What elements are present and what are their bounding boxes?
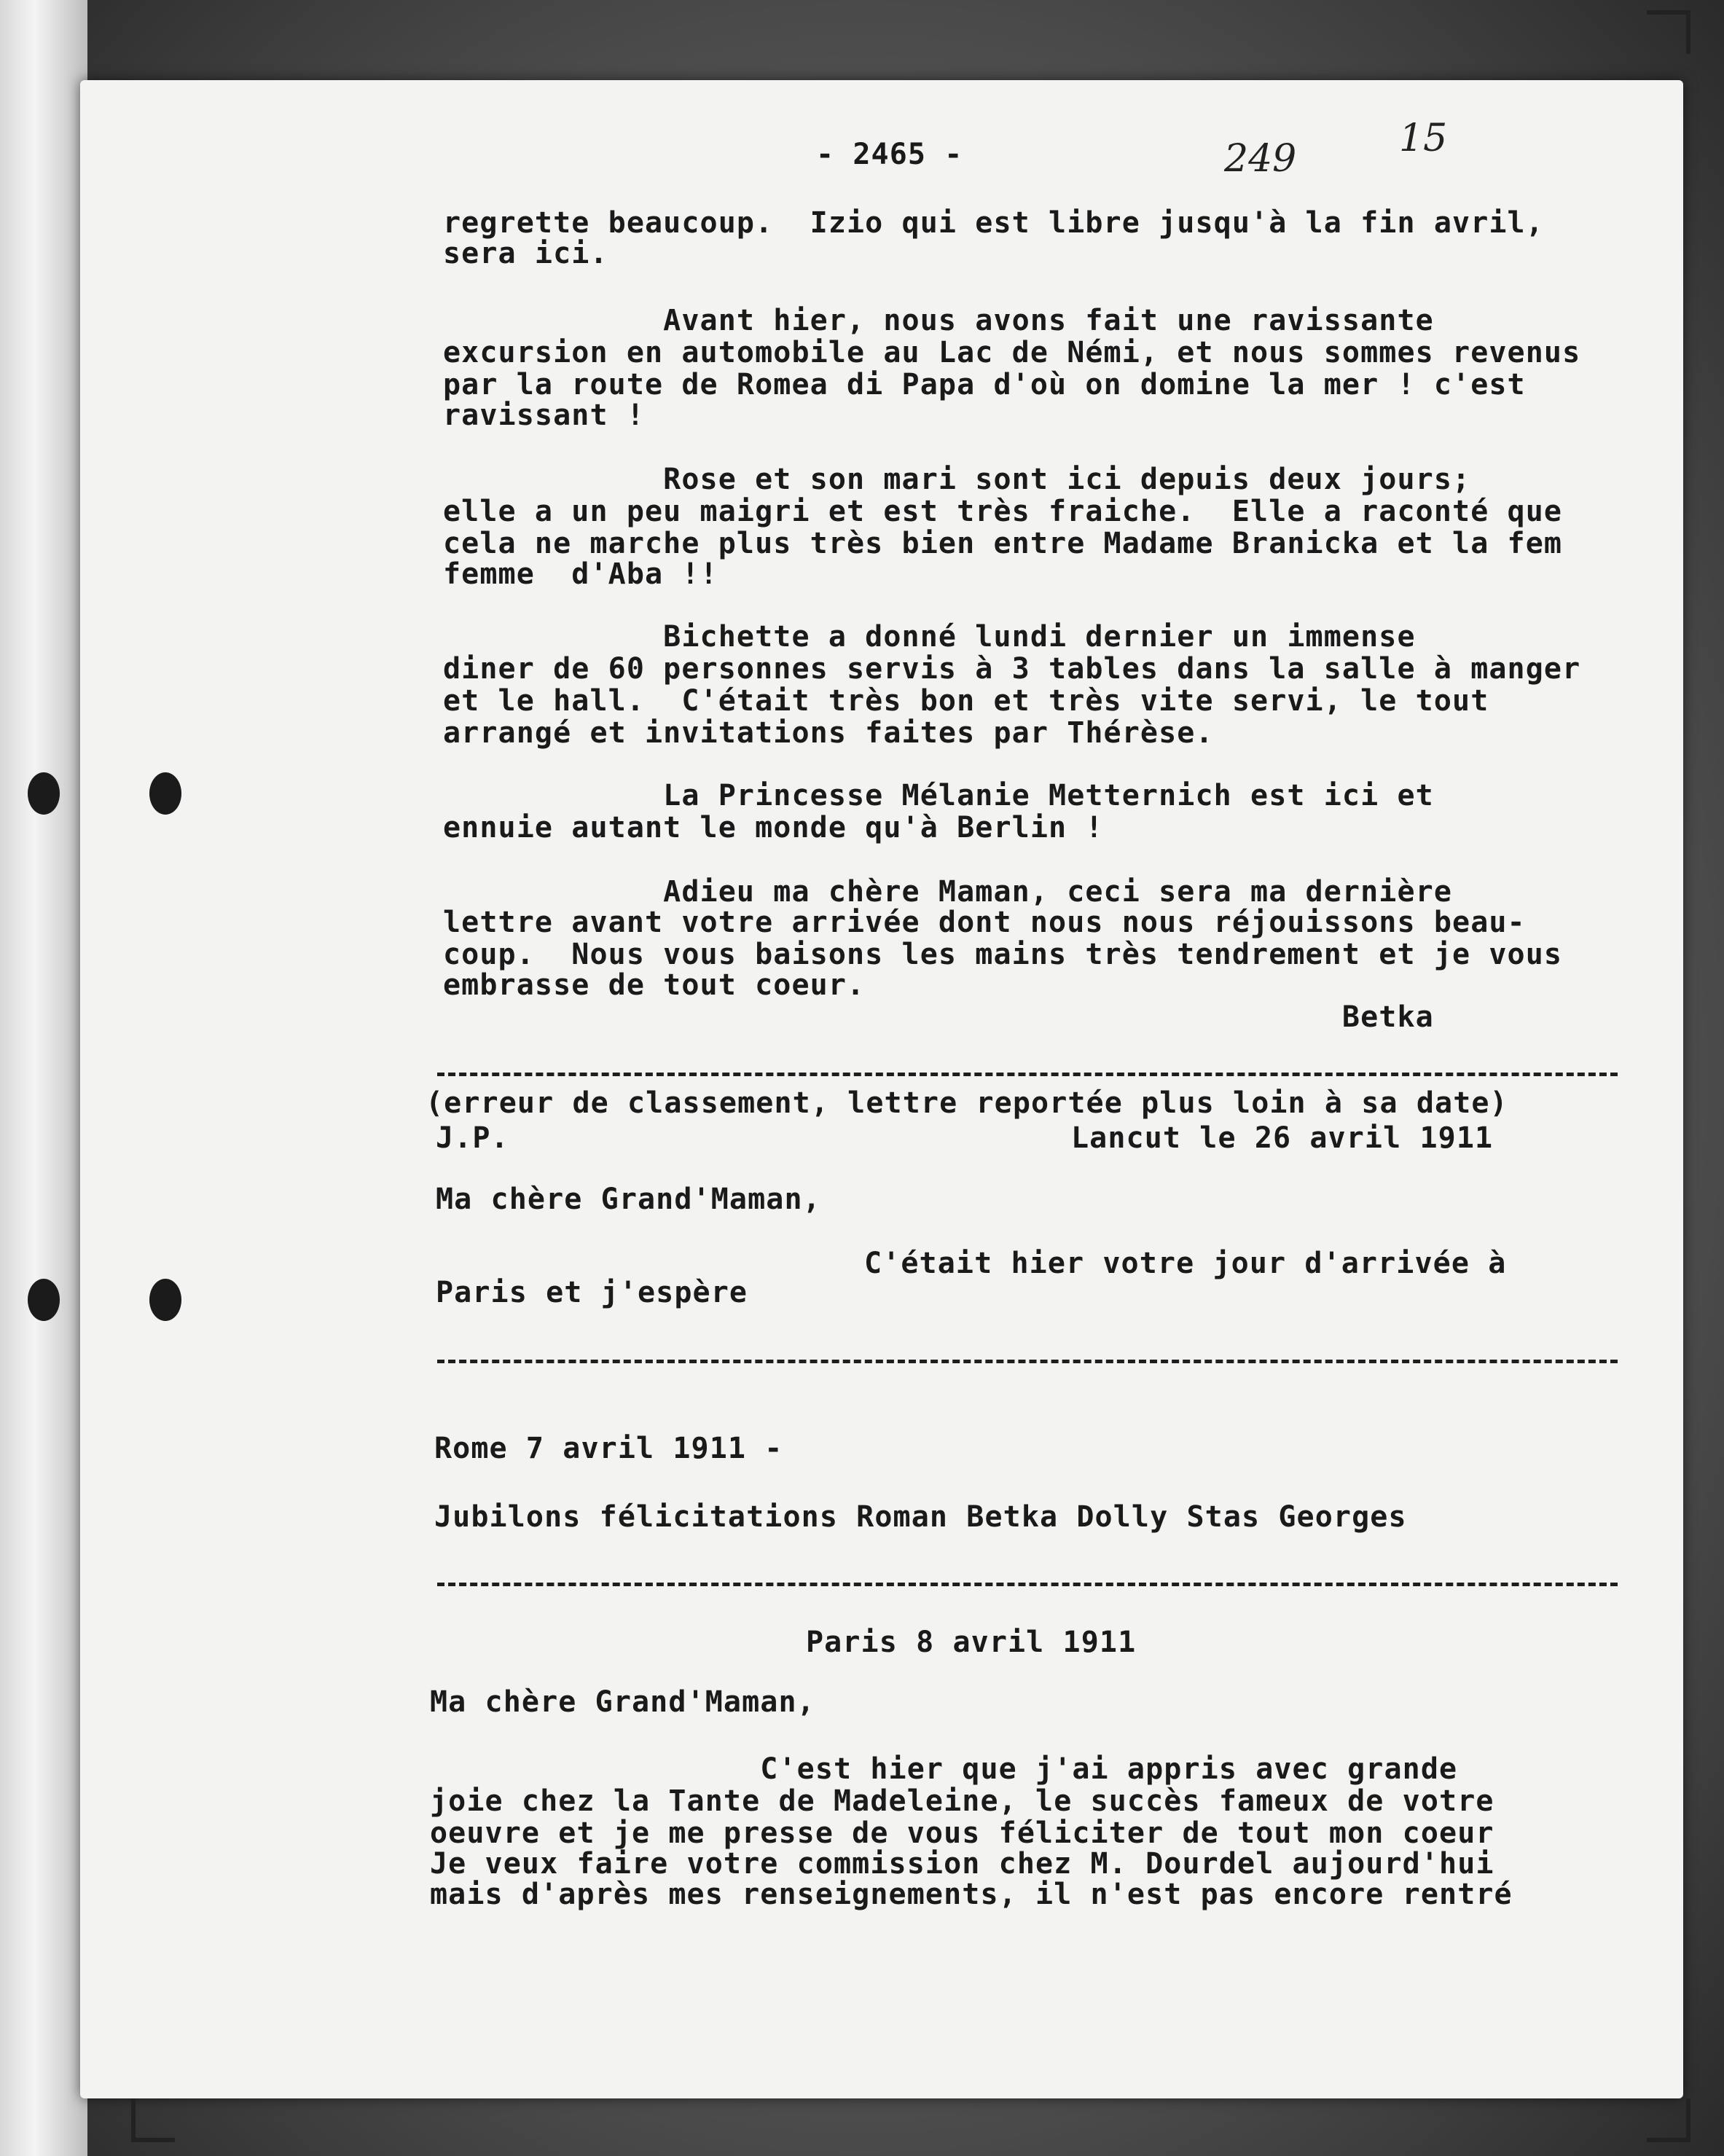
telegram-dateline: Rome 7 avril 1911 - bbox=[434, 1432, 783, 1465]
crop-mark-bottom-left-v bbox=[131, 2098, 136, 2142]
letter1-line: lettre avant votre arrivée dont nous nous réjouissons beau- bbox=[443, 906, 1526, 939]
separator-rule bbox=[437, 1583, 1618, 1586]
letter1-line: excursion en automobile au Lac de Némi, et nous sommes revenus bbox=[443, 336, 1581, 369]
letter2-line: joie chez la Tante de Madeleine, le succès fameux de votre bbox=[430, 1784, 1494, 1818]
letter2-line: mais d'après mes renseignements, il n'est pas encore rentré bbox=[430, 1878, 1513, 1911]
crop-mark-top-right-v bbox=[1686, 10, 1690, 54]
letter1-line: elle a un peu maigri et est très fraiche. Elle a raconté que bbox=[443, 495, 1563, 528]
punch-hole-right-bottom bbox=[149, 1279, 181, 1321]
handwritten-folio-number: 249 bbox=[1224, 137, 1297, 181]
handwritten-mark: 15 bbox=[1399, 117, 1448, 160]
letter2-dateline: Paris 8 avril 1911 bbox=[806, 1626, 1137, 1659]
letter1-line: La Princesse Mélanie Metternich est ici et bbox=[443, 779, 1434, 812]
crop-mark-bottom-right-v bbox=[1686, 2098, 1690, 2142]
binder-strip bbox=[0, 0, 87, 2156]
letter1-line: Avant hier, nous avons fait une ravissante bbox=[443, 304, 1434, 337]
punch-hole-left-top bbox=[28, 772, 60, 815]
telegram-text: Jubilons félicitations Roman Betka Dolly Stas Georges bbox=[434, 1500, 1407, 1534]
note-line: C'était hier votre jour d'arrivée à bbox=[864, 1247, 1507, 1280]
page-number: - 2465 - bbox=[816, 138, 963, 171]
letter1-line: et le hall. C'était très bon et très vite servi, le tout bbox=[443, 684, 1489, 718]
letter1-line: Rose et son mari sont ici depuis deux jours; bbox=[443, 463, 1471, 496]
letter1-line: Bichette a donné lundi dernier un immense bbox=[443, 620, 1416, 654]
separator-rule bbox=[437, 1360, 1618, 1363]
letter1-line: Adieu ma chère Maman, ceci sera ma dernière bbox=[443, 875, 1453, 909]
crop-mark-bottom-right bbox=[1647, 2138, 1690, 2142]
crop-mark-top-right bbox=[1647, 10, 1690, 15]
note-line: Paris et j'espère bbox=[436, 1276, 748, 1309]
letter1-line: ennuie autant le monde qu'à Berlin ! bbox=[443, 811, 1104, 844]
letter2-salutation: Ma chère Grand'Maman, bbox=[430, 1685, 815, 1719]
letter2-line: oeuvre et je me presse de vous féliciter de tout mon coeur bbox=[430, 1816, 1494, 1850]
note-initials: J.P. bbox=[436, 1121, 509, 1155]
punch-hole-right-top bbox=[149, 772, 181, 815]
separator-rule bbox=[437, 1073, 1618, 1076]
note-place-date: Lancut le 26 avril 1911 bbox=[1071, 1121, 1494, 1155]
classification-note: (erreur de classement, lettre reportée plus loin à sa date) bbox=[426, 1086, 1508, 1120]
letter2-line: C'est hier que j'ai appris avec grande bbox=[430, 1752, 1458, 1786]
letter2-line: Je veux faire votre commission chez M. Dourdel aujourd'hui bbox=[430, 1847, 1494, 1881]
punch-hole-left-bottom bbox=[28, 1279, 60, 1321]
letter1-line: regrette beaucoup. Izio qui est libre jusqu'à la fin avril, bbox=[443, 206, 1544, 240]
letter1-line: sera ici. bbox=[443, 237, 608, 270]
note-salutation: Ma chère Grand'Maman, bbox=[436, 1183, 821, 1216]
letter1-line: par la route de Romea di Papa d'où on domine la mer ! c'est bbox=[443, 368, 1526, 401]
crop-mark-bottom-left bbox=[131, 2138, 175, 2142]
letter1-line: embrasse de tout coeur. bbox=[443, 968, 866, 1002]
letter1-line: ravissant ! bbox=[443, 399, 646, 432]
letter1-line: cela ne marche plus très bien entre Madame Branicka et la fem bbox=[443, 527, 1563, 560]
letter1-line: arrangé et invitations faites par Thérèse. bbox=[443, 716, 1214, 750]
letter1-line: femme d'Aba !! bbox=[443, 557, 718, 591]
letter1-line: diner de 60 personnes servis à 3 tables dans la salle à manger bbox=[443, 652, 1581, 686]
letter1-signature: Betka bbox=[443, 1000, 1434, 1034]
letter1-line: coup. Nous vous baisons les mains très tendrement et je vous bbox=[443, 938, 1563, 971]
